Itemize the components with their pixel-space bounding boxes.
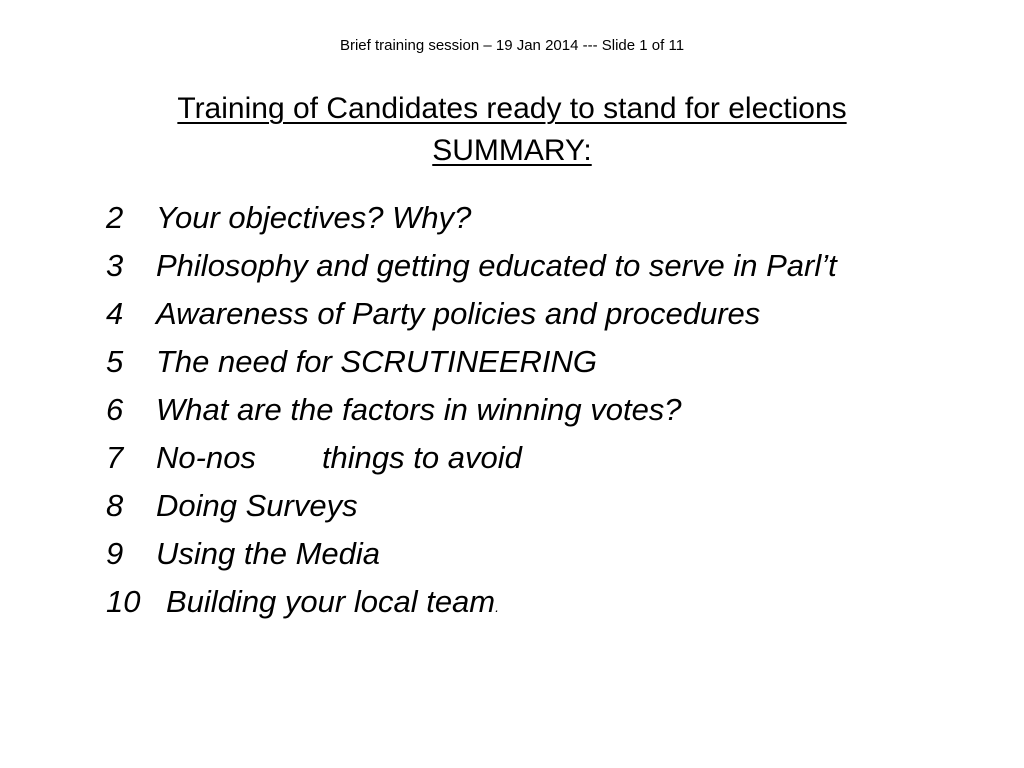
- item-text: Doing Surveys: [156, 488, 358, 523]
- item-number: 7: [106, 440, 124, 475]
- item-number: 6: [106, 392, 124, 427]
- item-text-secondary: things to avoid: [321, 440, 522, 475]
- item-text: No-nos: [156, 440, 256, 475]
- summary-item: [106, 242, 1006, 290]
- item-text: The need for SCRUTINEERING: [156, 344, 598, 379]
- title-text-2: SUMMARY:: [432, 134, 592, 167]
- item-number: 10: [106, 584, 141, 619]
- item-number: 9: [106, 536, 124, 571]
- item-text: Using the Media: [156, 536, 381, 571]
- item-number: 4: [106, 296, 124, 331]
- summary-item: [106, 530, 1006, 578]
- summary-item: [106, 290, 1006, 338]
- item-text: Awareness of Party policies and procedures: [156, 296, 761, 331]
- slide-header: Brief training session – 19 Jan 2014 --- Slide 1 of 11: [339, 37, 685, 54]
- summary-item: [106, 578, 1006, 631]
- title-line-2: [0, 130, 1024, 172]
- summary-item: [106, 338, 1006, 386]
- title-text-1: Training of Candidates ready to stand for elections: [177, 92, 847, 125]
- summary-item: [106, 434, 1006, 482]
- title-line-1: [0, 88, 1024, 130]
- item-number: 3: [106, 248, 124, 283]
- item-text: Building your local team: [166, 584, 496, 619]
- item-number: 8: [106, 488, 124, 523]
- item-suffix: .: [495, 599, 500, 615]
- item-text: Philosophy and getting educated to serve in Parl’t: [156, 248, 837, 283]
- summary-item: [106, 386, 1006, 434]
- item-number: 5: [106, 344, 124, 379]
- item-text: What are the factors in winning votes?: [156, 392, 682, 427]
- item-text: Your objectives? Why?: [156, 200, 472, 235]
- summary-item: [106, 482, 1006, 530]
- item-number: 2: [106, 200, 124, 235]
- slide-title: [0, 88, 1024, 172]
- summary-list: [106, 194, 1006, 631]
- summary-item: [106, 194, 1006, 242]
